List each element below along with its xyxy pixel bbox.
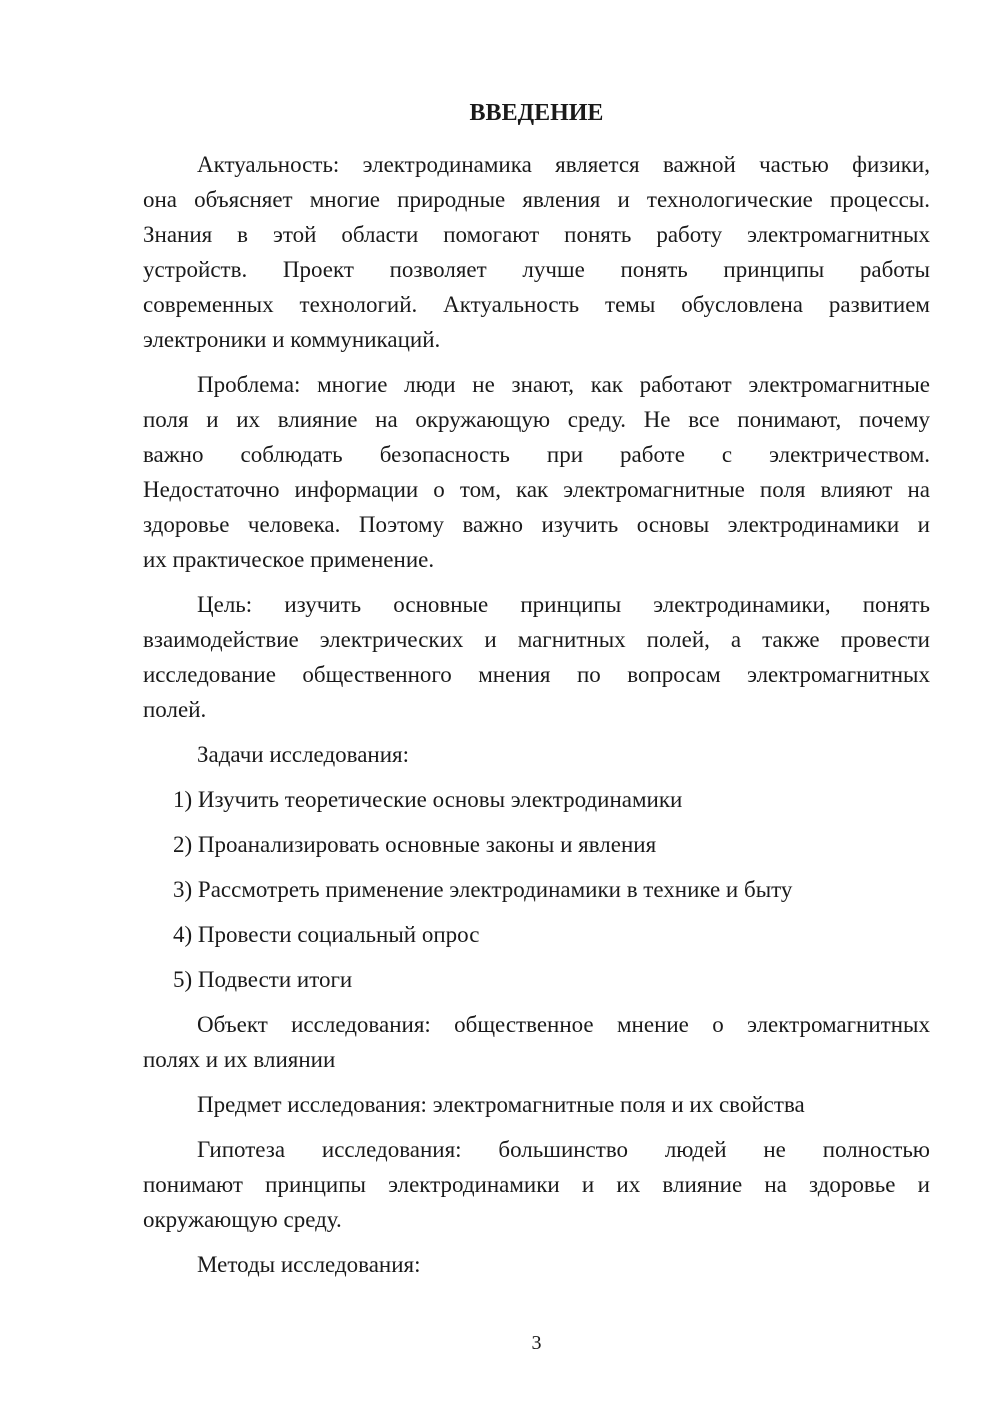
paragraph-aktualnost [143,147,930,357]
paragraph-line: взаимодействие электрических и магнитных полей, а также провести [143,627,930,652]
paragraph-obekt [143,1007,930,1077]
paragraph-line: Недостаточно информации о том, как электромагнитные поля влияют на [143,477,930,502]
paragraph-line: Методы исследования: [197,1252,421,1277]
paragraph-tsel [143,587,930,727]
paragraph-line: устройств. Проект позволяет лучше понять принципы работы [143,257,930,282]
page-title: ВВЕДЕНИЕ [469,100,604,126]
paragraph-line: исследование общественного мнения по вопросам электромагнитных [143,662,930,687]
paragraph-line: Актуальность: электродинамика является важной частью физики, [197,152,930,177]
paragraph-line: Проблема: многие люди не знают, как работают электромагнитные [197,372,930,397]
list-item: 4) Провести социальный опрос [173,922,480,947]
paragraph-line: Цель: изучить основные принципы электродинамики, понять [197,592,930,617]
list-item: 1) Изучить теоретические основы электродинамики [173,787,683,812]
paragraph-line: их практическое применение. [143,547,435,572]
list-item: 3) Рассмотреть применение электродинамики в технике и быту [173,877,793,902]
document-content [143,0,930,1292]
paragraph-line: окружающую среду. [143,1207,342,1232]
list-item: 2) Проанализировать основные законы и явления [173,832,657,857]
paragraph-problema [143,367,930,577]
paragraph-line: современных технологий. Актуальность темы обусловлена развитием [143,292,930,317]
paragraph-line: Знания в этой области помогают понять работу электромагнитных [143,222,930,247]
paragraphs-container [143,147,930,1282]
page-number: 3 [531,1332,542,1354]
paragraph-line: поля и их влияние на окружающую среду. Не все понимают, почему [143,407,930,432]
paragraph-zadachi-heading [143,737,930,772]
paragraph-predmet [143,1087,930,1122]
paragraph-line: полях и их влиянии [143,1047,336,1072]
list-item: 5) Подвести итоги [173,967,353,992]
paragraph-line: полей. [143,697,207,722]
paragraph-gipoteza [143,1132,930,1237]
paragraph-line: важно соблюдать безопасность при работе с электричеством. [143,442,930,467]
paragraph-line: Предмет исследования: электромагнитные поля и их свойства [197,1092,805,1117]
paragraph-line: здоровье человека. Поэтому важно изучить основы электродинамики и [143,512,930,537]
tasks-list [143,782,930,997]
paragraph-line: она объясняет многие природные явления и технологические процессы. [143,187,930,212]
paragraph-line: Задачи исследования: [197,742,410,767]
paragraph-metody-heading [143,1247,930,1282]
paragraph-line: Объект исследования: общественное мнение о электромагнитных [197,1012,930,1037]
paragraph-line: Гипотеза исследования: большинство людей не полностью [197,1137,930,1162]
paragraph-line: понимают принципы электродинамики и их влияние на здоровье и [143,1172,930,1197]
paragraph-line: электроники и коммуникаций. [143,327,441,352]
